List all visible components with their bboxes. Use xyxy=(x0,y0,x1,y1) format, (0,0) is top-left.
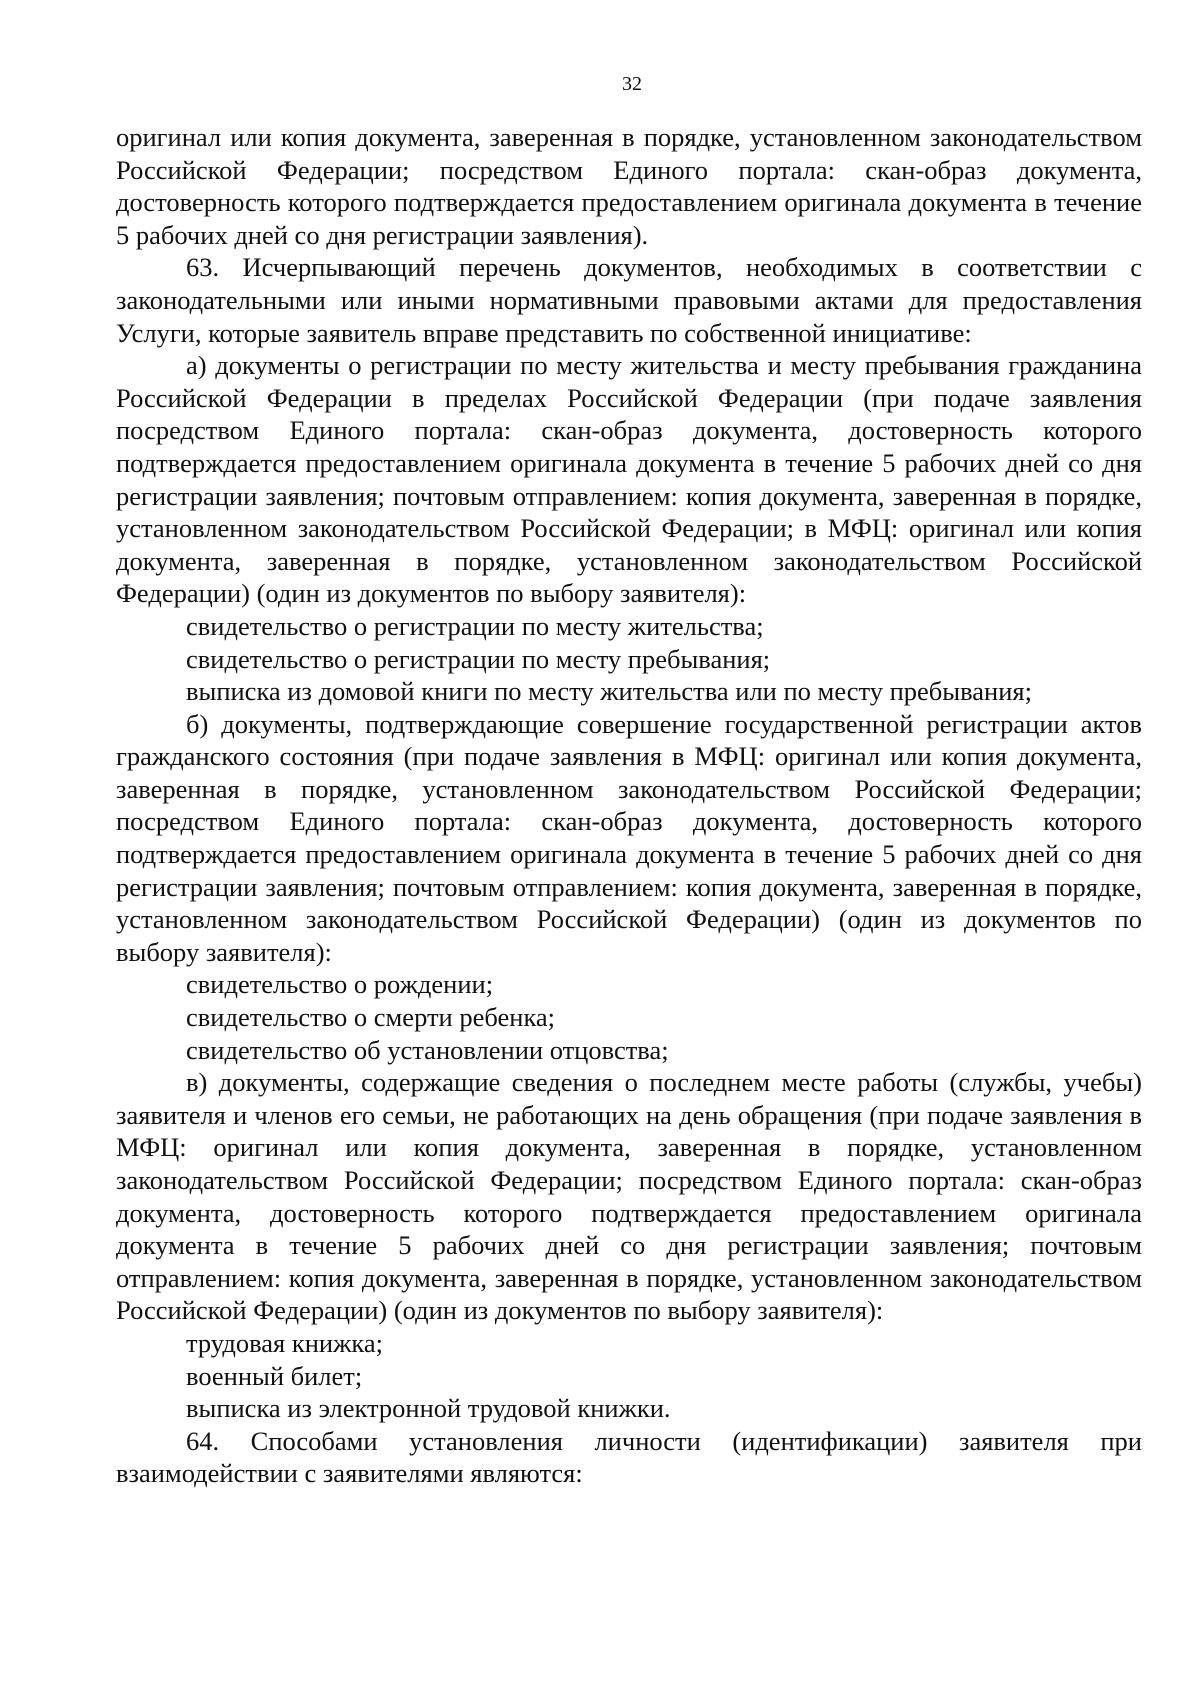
list-item: военный билет; xyxy=(186,1360,363,1391)
list-item: свидетельство о регистрации по месту пребывания; xyxy=(186,643,771,674)
list-item: свидетельство об установлении отцовства; xyxy=(186,1034,669,1065)
page-number: 32 xyxy=(622,73,642,95)
paragraph-continuation: оригинал или копия документа, заверенная в порядке, установленном законодательством Российской Федерации; посредством Единого портала: скан-образ документа, достоверность которого подтверждается предоставлением оригинала документа в течение 5 рабочих дней со дня регистрации заявления). xyxy=(116,122,1142,250)
paragraph-63: 63. Исчерпывающий перечень документов, необходимых в соответствии с законодательными или иными нормативными правовыми актами для предоставления Услуги, которые заявитель вправе представить по собственной инициативе: xyxy=(116,252,1142,348)
paragraph-64: 64. Способами установления личности (идентификации) заявителя при взаимодействии с заявителями являются: xyxy=(116,1425,1142,1489)
paragraph-item-v: в) документы, содержащие сведения о последнем месте работы (службы, учебы) заявителя и членов его семьи, не работающих на день обращения (при подаче заявления в МФЦ: оригинал или копия документа, заверенная в порядке, установленном законодательством Российской Федерации; посредством Единого портала: скан-образ документа, достоверность которого подтверждается предоставлением оригинала документа в течение 5 рабочих дней со дня регистрации заявления; почтовым отправлением: копия документа, заверенная в порядке, установленном законодательством Российской Федерации) (один из документов по выбору заявителя): xyxy=(116,1067,1142,1326)
list-item: свидетельство о рождении; xyxy=(186,969,494,1000)
list-item: свидетельство о регистрации по месту жительства; xyxy=(186,610,764,641)
document-body xyxy=(116,121,1142,1490)
list-item: трудовая книжка; xyxy=(186,1327,384,1358)
list-item: свидетельство о смерти ребенка; xyxy=(186,1002,556,1033)
paragraph-item-b: б) документы, подтверждающие совершение государственной регистрации актов гражданского состояния (при подаче заявления в МФЦ: оригинал или копия документа, заверенная в порядке, установленном законодательством Российской Федерации; посредством Единого портала: скан-образ документа, достоверность которого подтверждается предоставлением оригинала документа в течение 5 рабочих дней со дня регистрации заявления; почтовым отправлением: копия документа, заверенная в порядке, установленном законодательством Российской Федерации) (один из документов по выбору заявителя): xyxy=(116,708,1142,967)
list-item: выписка из электронной трудовой книжки. xyxy=(186,1393,671,1424)
list-item: выписка из домовой книги по месту жительства или по месту пребывания; xyxy=(186,676,1032,707)
paragraph-item-a: а) документы о регистрации по месту жительства и месту пребывания гражданина Российской Федерации в пределах Российской Федерации (при подаче заявления посредством Единого портала: скан-образ документа, достоверность которого подтверждается предоставлением оригинала документа в течение 5 рабочих дней со дня регистрации заявления; почтовым отправлением: копия документа, заверенная в порядке, установленном законодательством Российской Федерации; в МФЦ: оригинал или копия документа, заверенная в порядке, установленном законодательством Российской Федерации) (один из документов по выбору заявителя): xyxy=(116,350,1142,609)
